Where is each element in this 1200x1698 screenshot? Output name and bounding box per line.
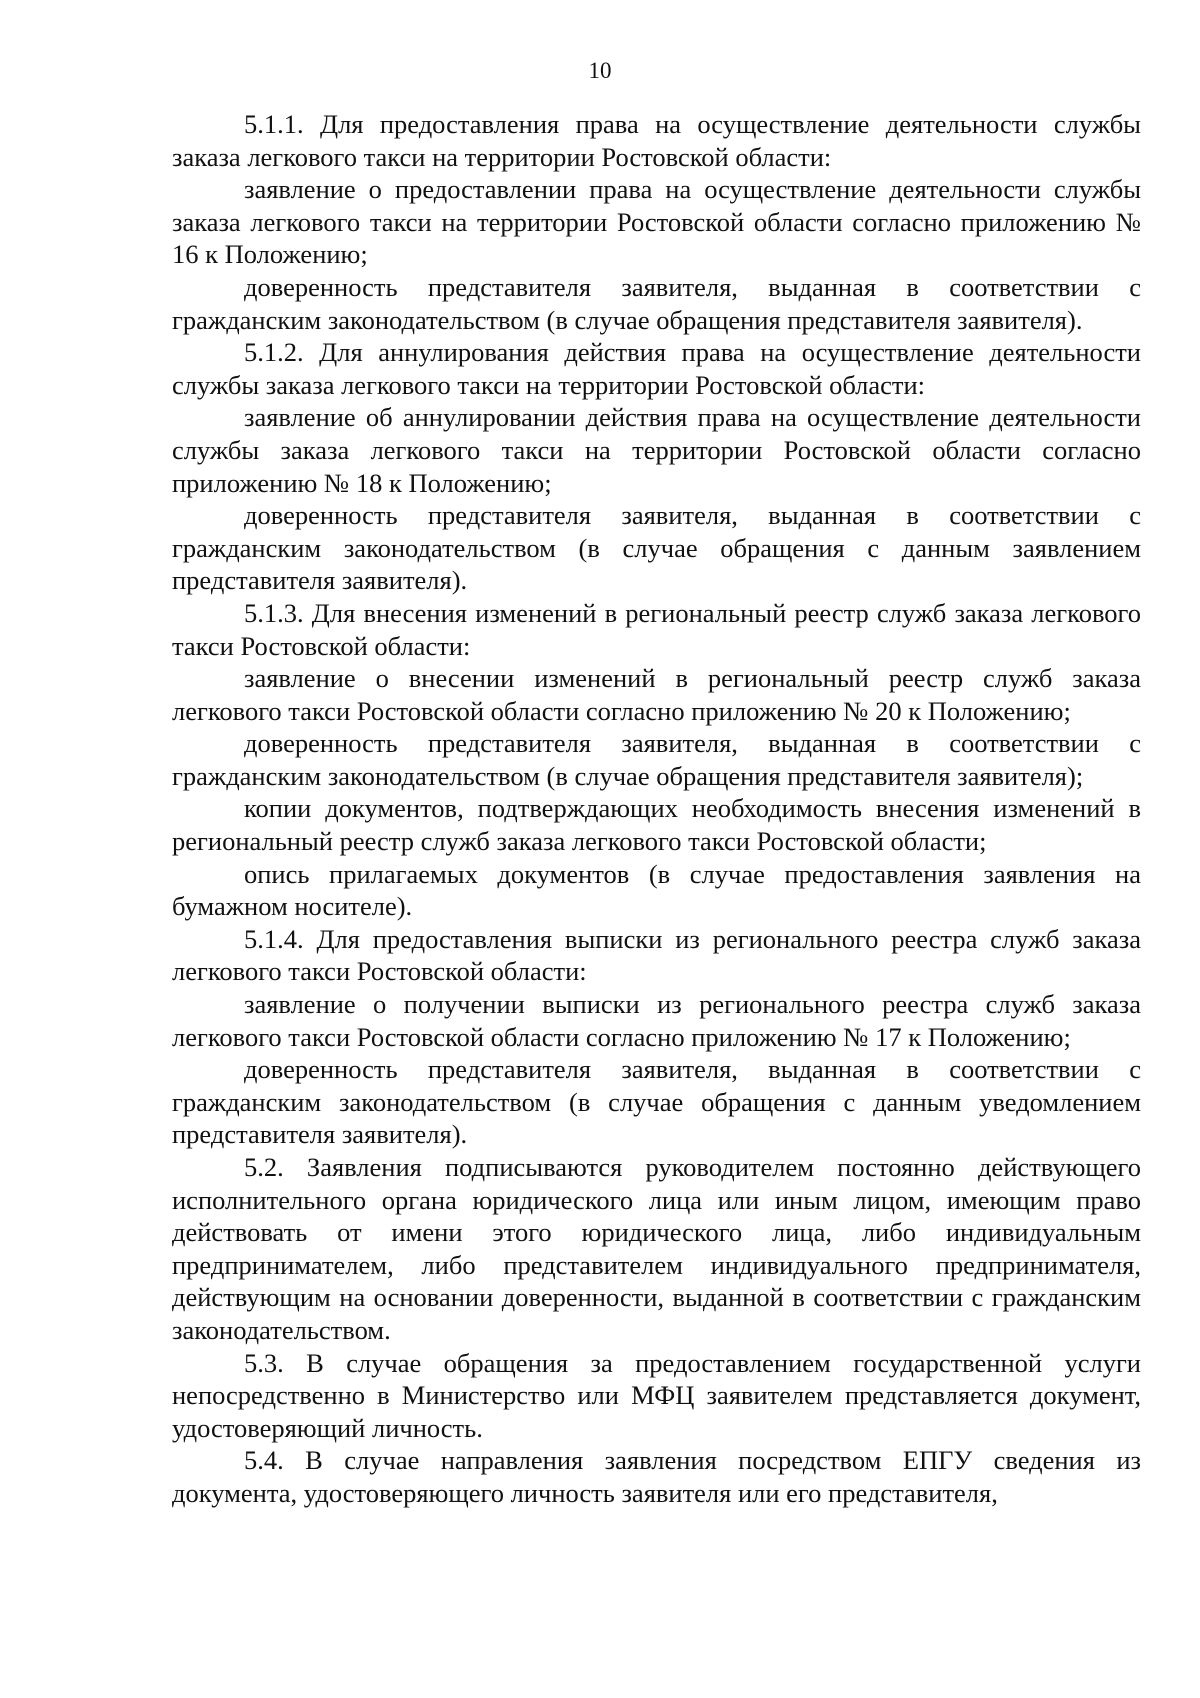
- paragraph-5-1-3-document-copies: копии документов, подтверждающих необходимость внесения изменений в региональный реестр служб заказа легкового такси Ростовской области;: [172, 793, 1141, 857]
- paragraph-5-1-1-heading: 5.1.1. Для предоставления права на осуществление деятельности службы заказа легкового такси на территории Ростовской области:: [172, 109, 1141, 172]
- document-body: [172, 108, 1141, 1510]
- paragraph-5-3: 5.3. В случае обращения за предоставлением государственной услуги непосредственно в Министерство или МФЦ заявителем представляется документ, удостоверяющий личность.: [172, 1347, 1141, 1443]
- paragraph-5-1-2-power-of-attorney: доверенность представителя заявителя, выданная в соответствии с гражданским законодательством (в случае обращения с данным заявлением представителя заявителя).: [172, 500, 1141, 596]
- paragraph-5-1-2-heading: 5.1.2. Для аннулирования действия права на осуществление деятельности службы заказа легкового такси на территории Ростовской области:: [172, 337, 1141, 400]
- paragraph-5-1-1-power-of-attorney: доверенность представителя заявителя, выданная в соответствии с гражданским законодательством (в случае обращения представителя заявителя).: [172, 271, 1141, 335]
- paragraph-5-1-3-inventory: опись прилагаемых документов (в случае предоставления заявления на бумажном носителе).: [172, 858, 1141, 922]
- paragraph-5-1-3-heading: 5.1.3. Для внесения изменений в региональный реестр служб заказа легкового такси Ростовской области:: [172, 597, 1141, 661]
- paragraph-5-4: 5.4. В случае направления заявления посредством ЕПГУ сведения из документа, удостоверяющего личность заявителя или его представителя,: [172, 1445, 1141, 1508]
- paragraph-5-1-3-power-of-attorney: доверенность представителя заявителя, выданная в соответствии с гражданским законодательством (в случае обращения представителя заявителя);: [172, 728, 1141, 791]
- paragraph-5-1-4-heading: 5.1.4. Для предоставления выписки из регионального реестра служб заказа легкового такси Ростовской области:: [172, 923, 1141, 987]
- paragraph-5-2: 5.2. Заявления подписываются руководителем постоянно действующего исполнительного органа юридического лица или иным лицом, имеющим право действовать от имени этого юридического лица, либо индивидуальным предпринимателем, либо представителем индивидуального предпринимателя, действующим на основании доверенности, выданной в соответствии с гражданским законодательством.: [172, 1152, 1141, 1345]
- paragraph-5-1-4-power-of-attorney: доверенность представителя заявителя, выданная в соответствии с гражданским законодательством (в случае обращения с данным уведомлением представителя заявителя).: [172, 1054, 1141, 1150]
- page-number: 10: [588, 58, 612, 83]
- paragraph-5-1-1-application: заявление о предоставлении права на осуществление деятельности службы заказа легкового такси на территории Ростовской области согласно приложению № 16 к Положению;: [172, 174, 1141, 270]
- paragraph-5-1-3-application: заявление о внесении изменений в региональный реестр служб заказа легкового такси Ростовской области согласно приложению № 20 к Положению;: [172, 663, 1141, 726]
- paragraph-5-1-4-application: заявление о получении выписки из регионального реестра служб заказа легкового такси Ростовской области согласно приложению № 17 к Положению;: [172, 989, 1141, 1052]
- paragraph-5-1-2-application: заявление об аннулировании действия права на осуществление деятельности службы заказа легкового такси на территории Ростовской области согласно приложению № 18 к Положению;: [172, 402, 1141, 498]
